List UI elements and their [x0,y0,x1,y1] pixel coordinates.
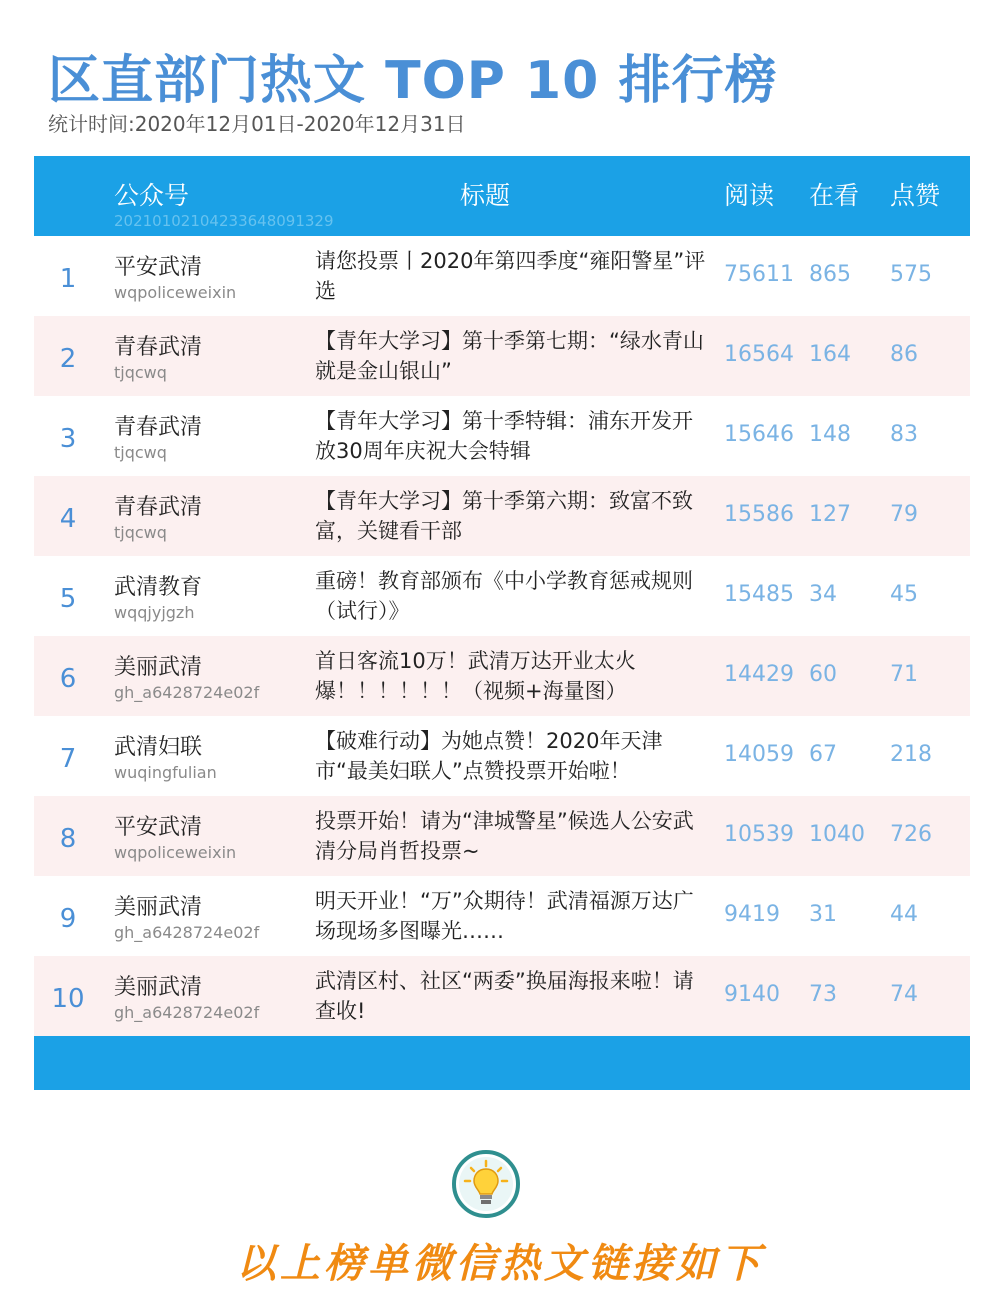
table-row [34,876,970,956]
read-count: 15586 [724,502,794,527]
col-like-header: 点赞 [890,181,941,210]
rank-number: 5 [59,584,77,614]
read-count: 9419 [724,902,780,927]
account-name: 武清教育 [114,575,203,600]
account-name: 平安武清 [114,815,203,840]
account-name: 青春武清 [114,335,203,360]
read-count: 15646 [724,422,794,447]
article-title-link[interactable]: 投票开始！请为“津城警星”候选人公安武清分局肖哲投票~ [315,809,694,863]
account-id: tjqcwq [114,523,167,542]
table-row [34,236,970,316]
article-title-link[interactable]: 【破难行动】为她点赞！2020年天津市“最美妇联人”点赞投票开始啦！ [315,729,663,783]
footer-caption: 以上榜单微信热文链接如下 [236,1240,764,1287]
account-id: wqpoliceweixin [114,843,237,862]
looking-count: 865 [809,262,851,287]
like-count: 86 [890,342,918,367]
like-count: 218 [890,742,932,767]
col-read-header: 阅读 [724,181,775,210]
lightbulb-icon [452,1150,520,1218]
article-title-link[interactable]: 明天开业！“万”众期待！武清福源万达广场现场多图曝光…… [315,889,694,943]
read-count: 14429 [724,662,794,687]
account-name: 美丽武清 [114,895,203,920]
table-row [34,956,970,1036]
read-count: 15485 [724,582,794,607]
table-body [34,236,970,1036]
article-title-link[interactable]: 首日客流10万！武清万达开业太火爆！！！！！！（视频+海量图） [315,649,636,703]
looking-count: 73 [809,982,837,1007]
table-row [34,716,970,796]
looking-count: 60 [809,662,837,687]
looking-count: 148 [809,422,851,447]
read-count: 10539 [724,822,794,847]
ranking-table [34,156,970,1090]
account-id: tjqcwq [114,363,167,382]
account-id: gh_a6428724e02f [114,683,260,702]
account-name: 青春武清 [114,415,203,440]
article-title-link[interactable]: 武清区村、社区“两委”换届海报来啦！请查收! [315,969,694,1023]
table-footer-bar [34,1036,970,1090]
like-count: 44 [890,902,918,927]
rank-number: 10 [51,984,85,1014]
looking-count: 31 [809,902,837,927]
article-title-link[interactable]: 【青年大学习】第十季第六期：致富不致富，关键看干部 [315,489,693,543]
rank-number: 8 [59,824,77,854]
table-row [34,316,970,396]
account-id: tjqcwq [114,443,167,462]
table-row [34,796,970,876]
account-id: gh_a6428724e02f [114,1003,260,1022]
account-id: wqqjyjgzh [114,603,195,622]
like-count: 71 [890,662,918,687]
col-looking-header: 在看 [809,181,860,210]
table-row [34,396,970,476]
article-title-link[interactable]: 请您投票丨2020年第四季度“雍阳警星”评选 [315,249,706,303]
table-row [34,636,970,716]
rank-number: 6 [59,664,77,694]
rank-number: 7 [59,744,77,774]
table-header [34,156,970,236]
rank-number: 3 [59,424,77,454]
read-count: 14059 [724,742,794,767]
account-id: wuqingfulian [114,763,217,782]
looking-count: 34 [809,582,837,607]
table-row [34,556,970,636]
like-count: 74 [890,982,918,1007]
date-range: 统计时间:2020年12月01日-2020年12月31日 [48,112,466,136]
rank-number: 1 [59,264,77,294]
account-id: wqpoliceweixin [114,283,237,302]
table-row [34,476,970,556]
rank-number: 4 [59,504,77,534]
account-name: 美丽武清 [114,655,203,680]
account-name: 青春武清 [114,495,203,520]
looking-count: 164 [809,342,851,367]
article-title-link[interactable]: 重磅！教育部颁布《中小学教育惩戒规则（试行）》 [315,569,693,623]
col-account-header: 公众号 [114,181,190,210]
account-name: 武清妇联 [114,735,203,760]
page-title: 区直部门热文 TOP 10 排行榜 [48,51,778,111]
account-name: 平安武清 [114,255,203,280]
looking-count: 1040 [809,822,865,847]
looking-count: 127 [809,502,851,527]
header-id-label: 20210102104233648091329 [114,212,334,230]
like-count: 575 [890,262,932,287]
read-count: 75611 [724,262,794,287]
like-count: 45 [890,582,918,607]
col-title-header: 标题 [460,181,511,210]
looking-count: 67 [809,742,837,767]
article-title-link[interactable]: 【青年大学习】第十季特辑：浦东开发开放30周年庆祝大会特辑 [315,409,693,463]
like-count: 726 [890,822,932,847]
article-title-link[interactable]: 【青年大学习】第十季第七期：“绿水青山就是金山银山” [315,329,704,383]
read-count: 9140 [724,982,780,1007]
like-count: 83 [890,422,918,447]
like-count: 79 [890,502,918,527]
read-count: 16564 [724,342,794,367]
rank-number: 2 [59,344,77,374]
account-name: 美丽武清 [114,975,203,1000]
account-id: gh_a6428724e02f [114,923,260,942]
rank-number: 9 [59,904,77,934]
